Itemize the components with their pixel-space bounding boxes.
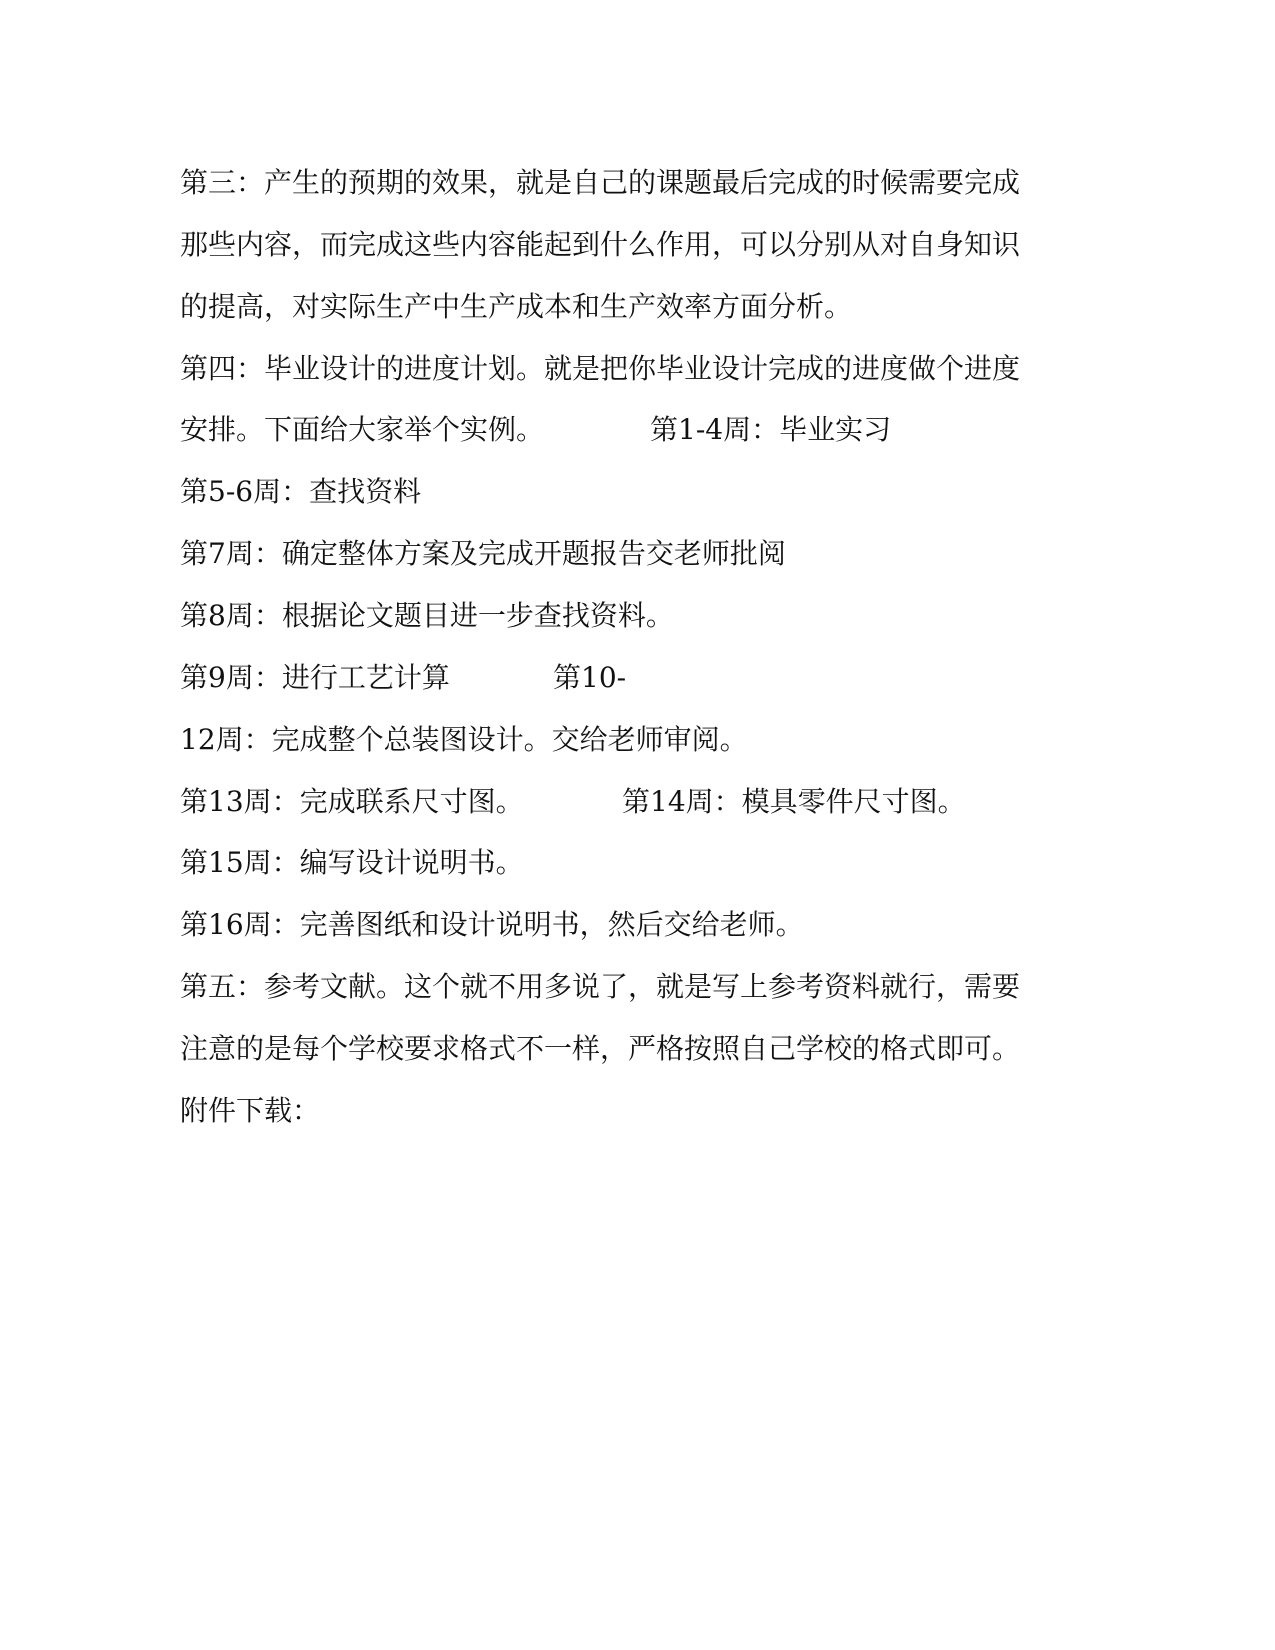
paragraph-line: 第四：毕业设计的进度计划。就是把你毕业设计完成的进度做个进度 <box>180 352 1021 385</box>
paragraph-line: 第五：参考文献。这个就不用多说了，就是写上参考资料就行，需要 <box>180 970 1021 1003</box>
schedule-item-week-9: 第9周：进行工艺计算 <box>180 661 450 694</box>
schedule-item-week-10-12: 12周：完成整个总装图设计。交给老师审阅。 <box>180 723 748 756</box>
paragraph-line: 第三：产生的预期的效果，就是自己的课题最后完成的时候需要完成 <box>180 166 1021 199</box>
schedule-item-week-8: 第8周：根据论文题目进一步查找资料。 <box>180 599 674 632</box>
schedule-item-week-16: 第16周：完善图纸和设计说明书，然后交给老师。 <box>180 908 804 941</box>
schedule-item-week-13: 第13周：完成联系尺寸图。 <box>180 785 524 818</box>
schedule-item-week-10-start: 第10- <box>553 661 627 694</box>
schedule-item-week-14: 第14周：模具零件尺寸图。 <box>622 785 966 818</box>
paragraph-line: 那些内容，而完成这些内容能起到什么作用，可以分别从对自身知识 <box>180 228 1021 261</box>
paragraph-line: 注意的是每个学校要求格式不一样，严格按照自己学校的格式即可。 <box>180 1032 1021 1065</box>
paragraph-line: 的提高，对实际生产中生产成本和生产效率方面分析。 <box>180 290 853 323</box>
attachment-download-label: 附件下载： <box>180 1094 321 1127</box>
paragraph-line: 安排。下面给大家举个实例。 <box>180 413 545 446</box>
schedule-item-week-7: 第7周：确定整体方案及完成开题报告交老师批阅 <box>180 537 786 570</box>
schedule-item-week-5-6: 第5-6周：查找资料 <box>180 475 422 508</box>
schedule-item-week-1-4: 第1-4周：毕业实习 <box>650 413 892 446</box>
schedule-item-week-15: 第15周：编写设计说明书。 <box>180 846 524 879</box>
